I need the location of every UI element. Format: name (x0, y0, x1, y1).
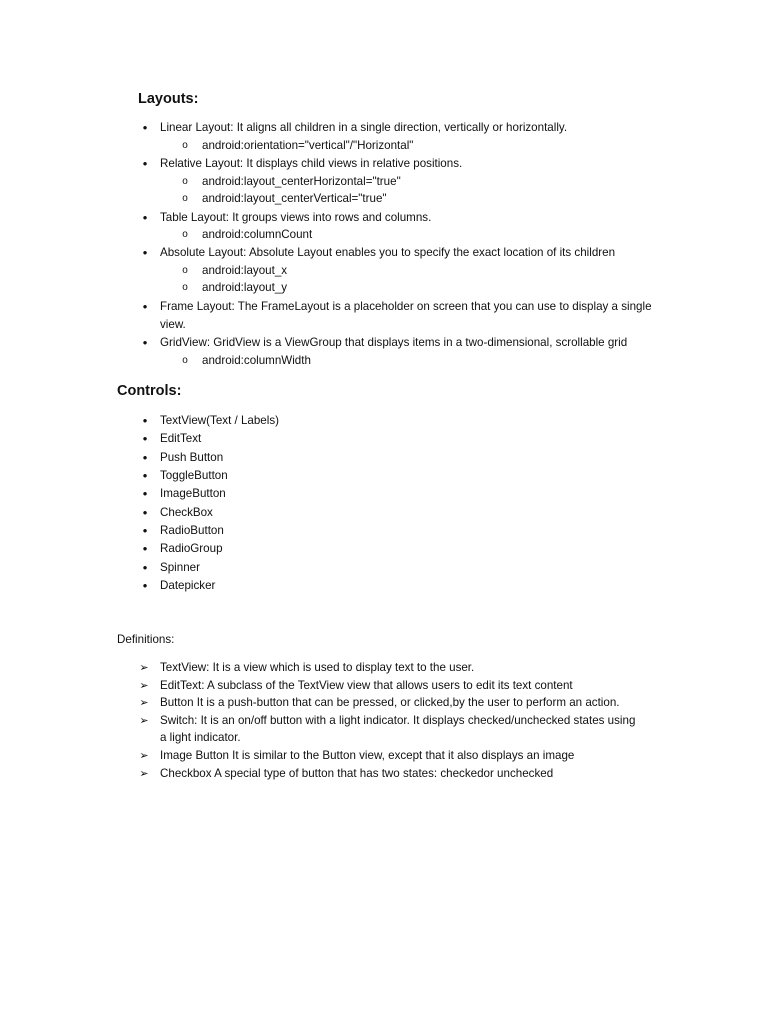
list-item: Image Button It is similar to the Button view, except that it also displays an image (160, 749, 575, 762)
list-item: RadioGroup (160, 542, 223, 555)
list-item: ImageButton (160, 487, 226, 500)
list-item: Absolute Layout: Absolute Layout enables you to specify the exact location of its children (160, 246, 616, 259)
list-item: Relative Layout: It displays child views in relative positions. (160, 157, 463, 170)
arrow-bullet-icon: ➢ (139, 662, 149, 674)
sub-list-item: android:columnWidth (202, 354, 311, 367)
bullet-icon: • (142, 486, 148, 501)
sub-list-item: android:layout_centerVertical="true" (202, 192, 387, 205)
definitions-heading: Definitions: (117, 633, 175, 646)
bullet-icon: • (142, 505, 148, 520)
sub-list-item: android:layout_x (202, 264, 288, 277)
arrow-bullet-icon: ➢ (139, 768, 149, 780)
arrow-bullet-icon: ➢ (139, 750, 149, 762)
bullet-icon: • (142, 210, 148, 225)
circle-bullet-icon: o (182, 229, 188, 240)
bullet-icon: • (142, 245, 148, 260)
list-item-continuation: view. (160, 318, 186, 331)
bullet-icon: • (142, 299, 148, 314)
list-item: GridView: GridView is a ViewGroup that displays items in a two-dimensional, scrollable grid (160, 336, 628, 349)
list-item: TextView(Text / Labels) (160, 414, 279, 427)
list-item: Switch: It is an on/off button with a light indicator. It displays checked/unchecked states using (160, 714, 636, 727)
sub-list-item: android:orientation="vertical"/"Horizontal" (202, 139, 414, 152)
bullet-icon: • (142, 523, 148, 538)
controls-heading: Controls: (117, 383, 182, 399)
arrow-bullet-icon: ➢ (139, 715, 149, 727)
circle-bullet-icon: o (182, 265, 188, 276)
list-item: Datepicker (160, 579, 216, 592)
circle-bullet-icon: o (182, 176, 188, 187)
list-item: EditText (160, 432, 202, 445)
bullet-icon: • (142, 541, 148, 556)
list-item: Table Layout: It groups views into rows and columns. (160, 211, 432, 224)
bullet-icon: • (142, 578, 148, 593)
bullet-icon: • (142, 413, 148, 428)
list-item: Checkbox A special type of button that has two states: checkedor unchecked (160, 767, 554, 780)
layouts-heading: Layouts: (138, 91, 199, 107)
bullet-icon: • (142, 468, 148, 483)
list-item: EditText: A subclass of the TextView view that allows users to edit its text content (160, 679, 573, 692)
list-item: Linear Layout: It aligns all children in a single direction, vertically or horizontally. (160, 121, 568, 134)
list-item: Frame Layout: The FrameLayout is a placeholder on screen that you can use to display a single (160, 300, 652, 313)
bullet-icon: • (142, 120, 148, 135)
list-item: ToggleButton (160, 469, 228, 482)
list-item: RadioButton (160, 524, 224, 537)
bullet-icon: • (142, 560, 148, 575)
circle-bullet-icon: o (182, 355, 188, 366)
list-item: TextView: It is a view which is used to display text to the user. (160, 661, 475, 674)
list-item-continuation: a light indicator. (160, 731, 241, 744)
list-item: CheckBox (160, 506, 213, 519)
bullet-icon: • (142, 450, 148, 465)
list-item: Button It is a push-button that can be pressed, or clicked,by the user to perform an action. (160, 696, 620, 709)
sub-list-item: android:layout_centerHorizontal="true" (202, 175, 401, 188)
circle-bullet-icon: o (182, 193, 188, 204)
bullet-icon: • (142, 431, 148, 446)
circle-bullet-icon: o (182, 282, 188, 293)
bullet-icon: • (142, 335, 148, 350)
sub-list-item: android:columnCount (202, 228, 313, 241)
bullet-icon: • (142, 156, 148, 171)
list-item: Push Button (160, 451, 224, 464)
list-item: Spinner (160, 561, 200, 574)
circle-bullet-icon: o (182, 140, 188, 151)
arrow-bullet-icon: ➢ (139, 680, 149, 692)
sub-list-item: android:layout_y (202, 281, 288, 294)
arrow-bullet-icon: ➢ (139, 697, 149, 709)
